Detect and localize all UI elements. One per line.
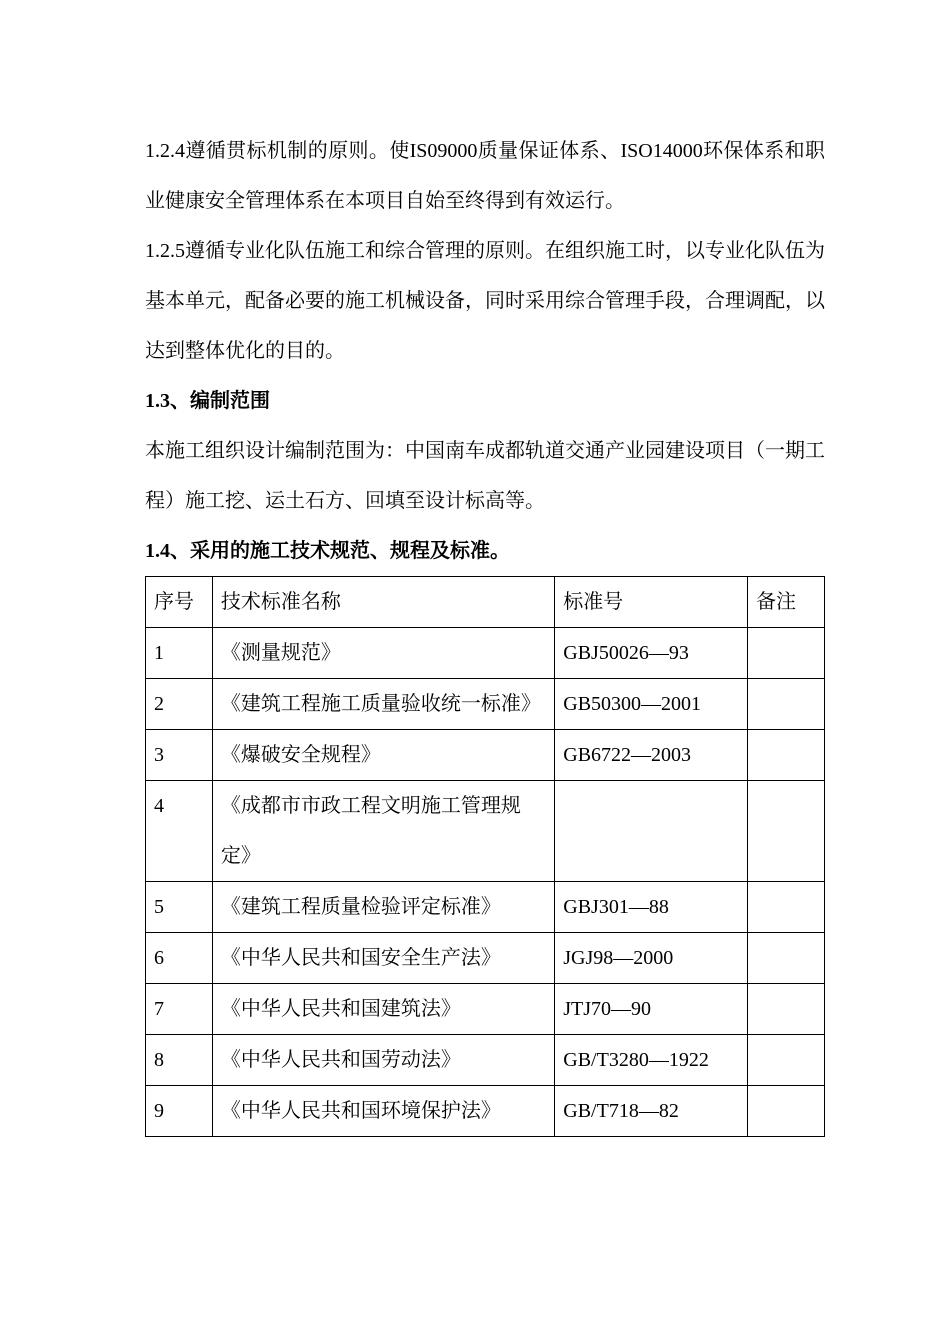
table-row — [146, 882, 825, 933]
cell-no: 6 — [146, 933, 213, 984]
cell-name: 《建筑工程施工质量验收统一标准》 — [212, 679, 554, 730]
cell-name: 《成都市市政工程文明施工管理规定》 — [212, 781, 554, 882]
cell-name: 《中华人民共和国安全生产法》 — [212, 933, 554, 984]
cell-note — [748, 1086, 825, 1137]
table-header-row — [146, 577, 825, 628]
cell-name: 《中华人民共和国环境保护法》 — [212, 1086, 554, 1137]
cell-code: GB6722—2003 — [555, 730, 748, 781]
cell-no: 3 — [146, 730, 213, 781]
cell-note — [748, 730, 825, 781]
cell-no: 2 — [146, 679, 213, 730]
cell-no: 4 — [146, 781, 213, 882]
cell-name: 《中华人民共和国劳动法》 — [212, 1035, 554, 1086]
cell-note — [748, 628, 825, 679]
cell-no: 7 — [146, 984, 213, 1035]
section-heading-1-4: 1.4、采用的施工技术规范、规程及标准。 — [145, 540, 510, 562]
cell-code: JGJ98—2000 — [555, 933, 748, 984]
cell-no: 8 — [146, 1035, 213, 1086]
cell-name: 《建筑工程质量检验评定标准》 — [212, 882, 554, 933]
cell-note — [748, 781, 825, 882]
table-row — [146, 679, 825, 730]
table-row — [146, 1035, 825, 1086]
table-row — [146, 933, 825, 984]
section-heading-1-3: 1.3、编制范围 — [145, 390, 270, 412]
header-cell-note: 备注 — [748, 577, 825, 628]
paragraph-scope: 本施工组织设计编制范围为：中国南车成都轨道交通产业园建设项目（一期工程）施工挖、运土石方、回填至设计标高等。 — [145, 440, 825, 512]
cell-no: 1 — [146, 628, 213, 679]
cell-code: JTJ70—90 — [555, 984, 748, 1035]
table-row — [146, 984, 825, 1035]
table-row — [146, 1086, 825, 1137]
cell-code: GBJ301—88 — [555, 882, 748, 933]
cell-note — [748, 679, 825, 730]
cell-name: 《爆破安全规程》 — [212, 730, 554, 781]
cell-name: 《测量规范》 — [212, 628, 554, 679]
cell-no: 9 — [146, 1086, 213, 1137]
table-row — [146, 628, 825, 679]
paragraph-1-2-4: 1.2.4遵循贯标机制的原则。使IS09000质量保证体系、ISO14000环保体系和职业健康安全管理体系在本项目自始至终得到有效运行。 — [145, 140, 825, 212]
header-cell-name: 技术标准名称 — [212, 577, 554, 628]
table-row — [146, 730, 825, 781]
cell-note — [748, 984, 825, 1035]
cell-note — [748, 882, 825, 933]
cell-name: 《中华人民共和国建筑法》 — [212, 984, 554, 1035]
cell-note — [748, 1035, 825, 1086]
cell-code — [555, 781, 748, 882]
cell-code: GB/T3280—1922 — [555, 1035, 748, 1086]
header-cell-no: 序号 — [146, 577, 213, 628]
header-cell-code: 标准号 — [555, 577, 748, 628]
table-row — [146, 781, 825, 882]
standards-table — [145, 576, 825, 1137]
cell-note — [748, 933, 825, 984]
document-page — [145, 126, 825, 1137]
paragraph-1-2-5: 1.2.5遵循专业化队伍施工和综合管理的原则。在组织施工时，以专业化队伍为基本单元，配备必要的施工机械设备，同时采用综合管理手段，合理调配，以达到整体优化的目的。 — [145, 240, 825, 362]
cell-code: GB50300—2001 — [555, 679, 748, 730]
cell-code: GBJ50026—93 — [555, 628, 748, 679]
cell-no: 5 — [146, 882, 213, 933]
cell-code: GB/T718—82 — [555, 1086, 748, 1137]
